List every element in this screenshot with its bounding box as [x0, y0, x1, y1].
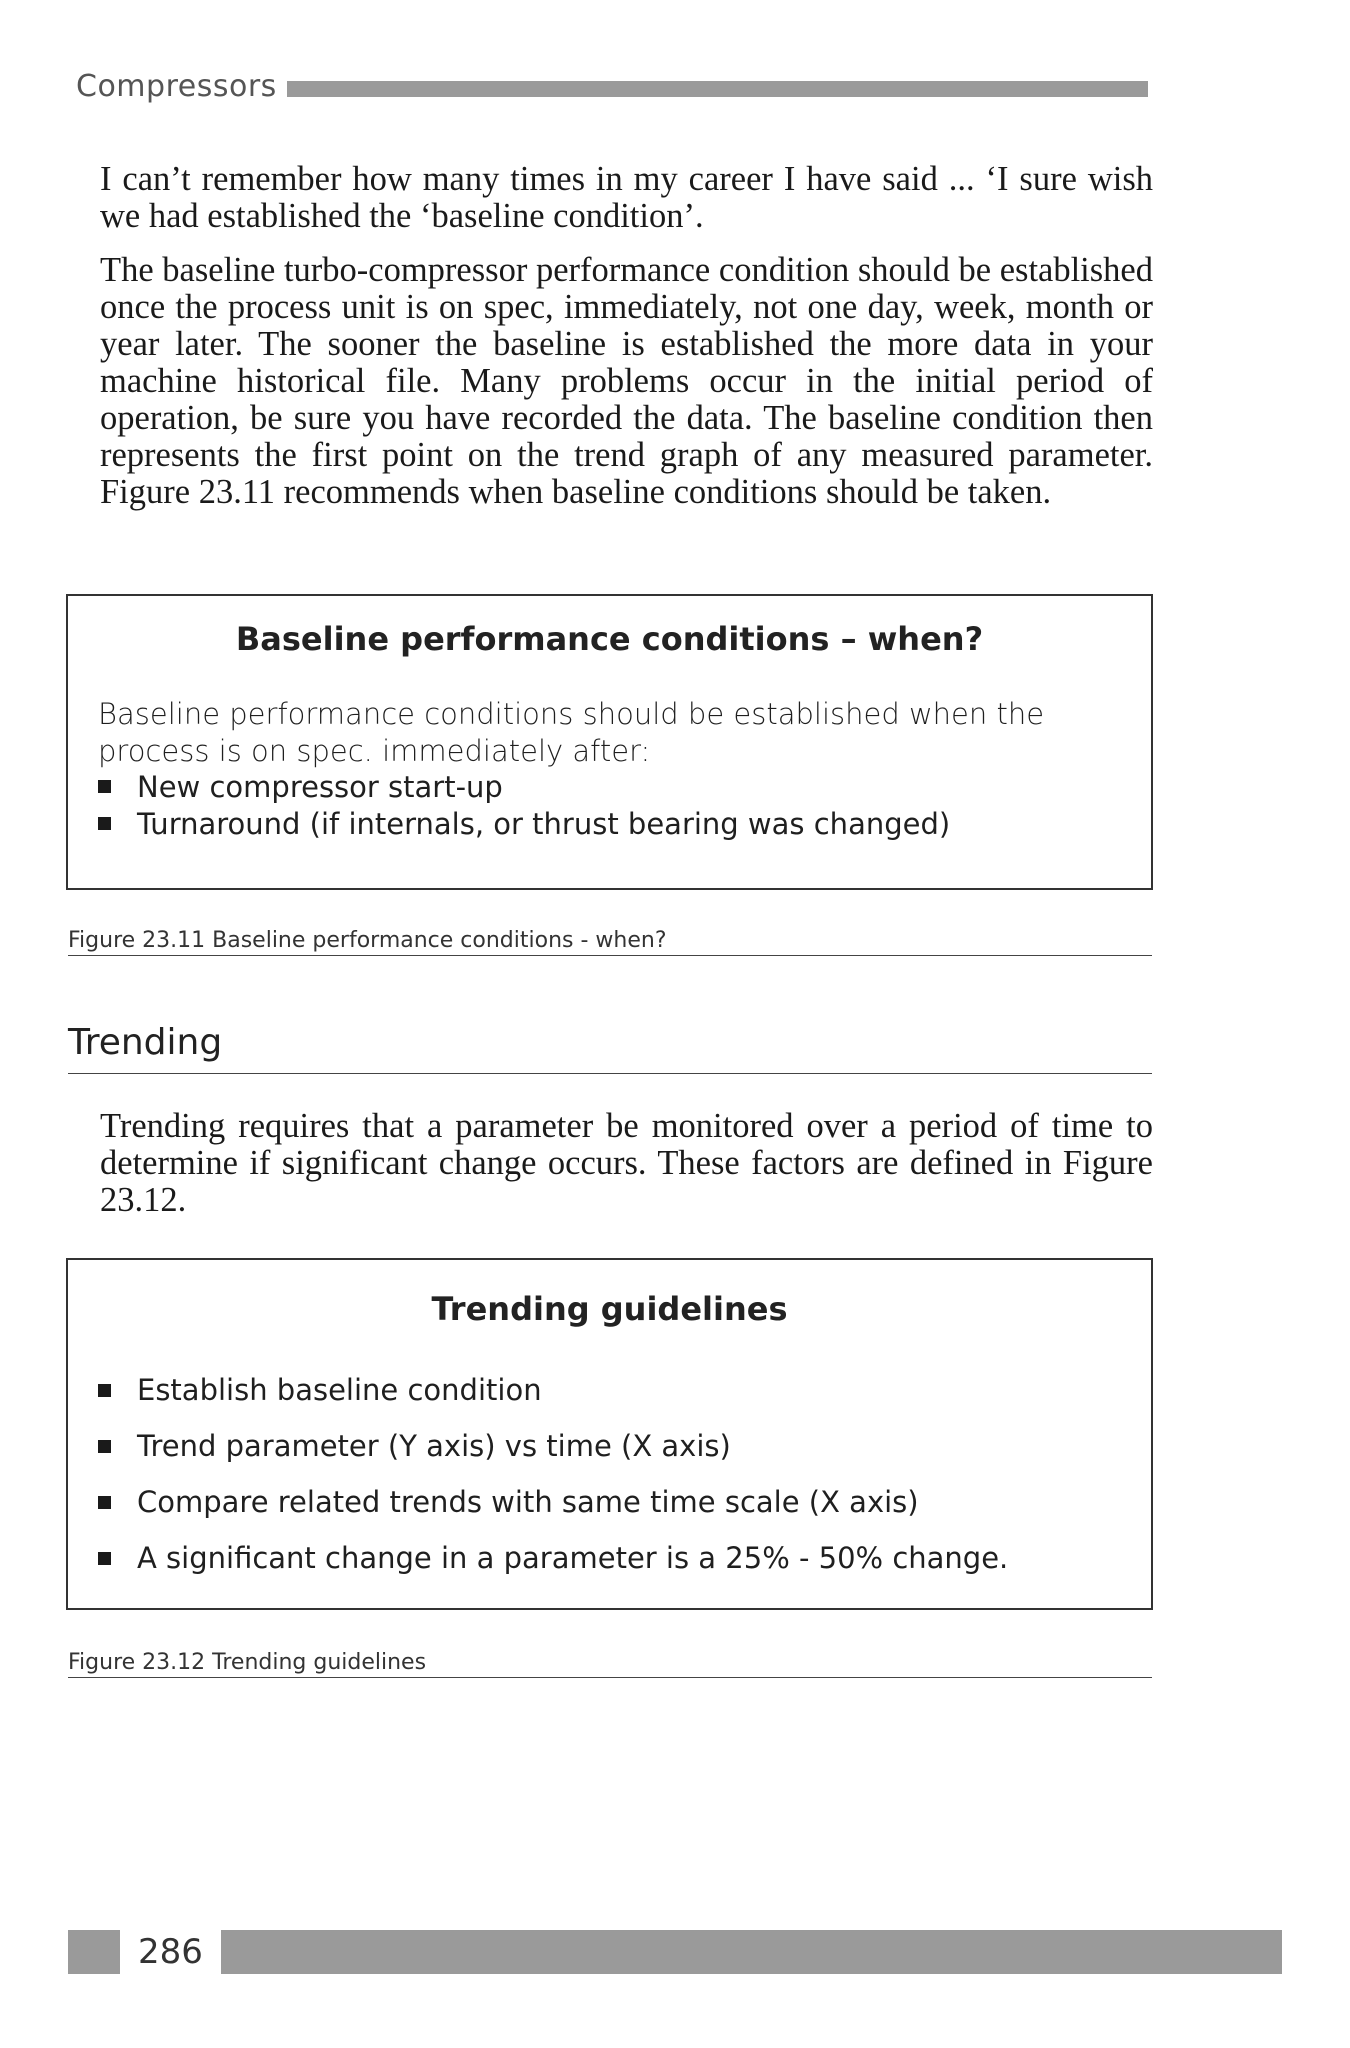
bullet-text: A significant change in a parameter is a 25% - 50% change. [137, 1541, 1009, 1575]
list-item [98, 1362, 1131, 1418]
running-head-title: Compressors [76, 68, 277, 104]
bullet-text: Establish baseline condition [137, 1373, 542, 1407]
figure-23-12-caption: Figure 23.12 Trending guidelines [68, 1650, 1152, 1678]
bullet-square-icon [98, 1384, 111, 1397]
bullet-square-icon [98, 780, 111, 793]
figure-23-11-title: Baseline performance conditions – when? [235, 620, 984, 658]
bullet-text: New compressor start-up [137, 769, 503, 804]
page-number: 286 [138, 1932, 203, 1972]
list-item [98, 1474, 1131, 1530]
bullet-square-icon [98, 1440, 111, 1453]
page-footer [68, 1930, 1282, 1974]
figure-23-11-bullet-list [98, 768, 1131, 842]
list-item [98, 1418, 1131, 1474]
trending-paragraph: Trending requires that a parameter be monitored over a period of time to determine if significant change occurs. These factors are defined in Figure 23.12. [100, 1107, 1153, 1219]
figure-23-12-bullet-list [98, 1362, 1131, 1586]
bullet-text: Turnaround (if internals, or thrust bearing was changed) [137, 806, 951, 841]
list-item [98, 805, 1131, 842]
figure-23-11-box [66, 594, 1153, 890]
running-head [76, 66, 1148, 106]
figure-23-12-box [66, 1258, 1153, 1610]
bullet-text: Trend parameter (Y axis) vs time (X axis) [137, 1429, 731, 1463]
list-item [98, 768, 1131, 805]
figure-23-12-title: Trending guidelines [431, 1290, 788, 1328]
intro-quote-paragraph: I can’t remember how many times in my career I have said ... ‘I sure wish we had established the ‘baseline condition’. [100, 160, 1153, 235]
section-heading-trending: Trending [68, 1022, 1152, 1074]
running-head-bar [287, 81, 1148, 97]
footer-bar [221, 1930, 1282, 1974]
bullet-square-icon [98, 1496, 111, 1509]
list-item [98, 1530, 1131, 1586]
figure-23-11-caption: Figure 23.11 Baseline performance conditions - when? [68, 928, 1152, 956]
bullet-square-icon [98, 1552, 111, 1565]
baseline-paragraph: The baseline turbo-compressor performance condition should be established once the process unit is on spec, immediately, not one day, week, month or year later. The sooner the baseline is established the more data in your machine historical file. Many problems occur in the initial period of operation, be sure you have recorded the data. The baseline condition then represents the first point on the trend graph of any measured parameter. Figure 23.11 recommends when baseline conditions should be taken. [100, 251, 1153, 511]
bullet-text: Compare related trends with same time scale (X axis) [137, 1485, 919, 1519]
bullet-square-icon [98, 817, 111, 830]
figure-23-11-intro: Baseline performance conditions should be established when the process is on spec. immediately after: [98, 697, 1045, 768]
footer-left-block [68, 1930, 120, 1974]
